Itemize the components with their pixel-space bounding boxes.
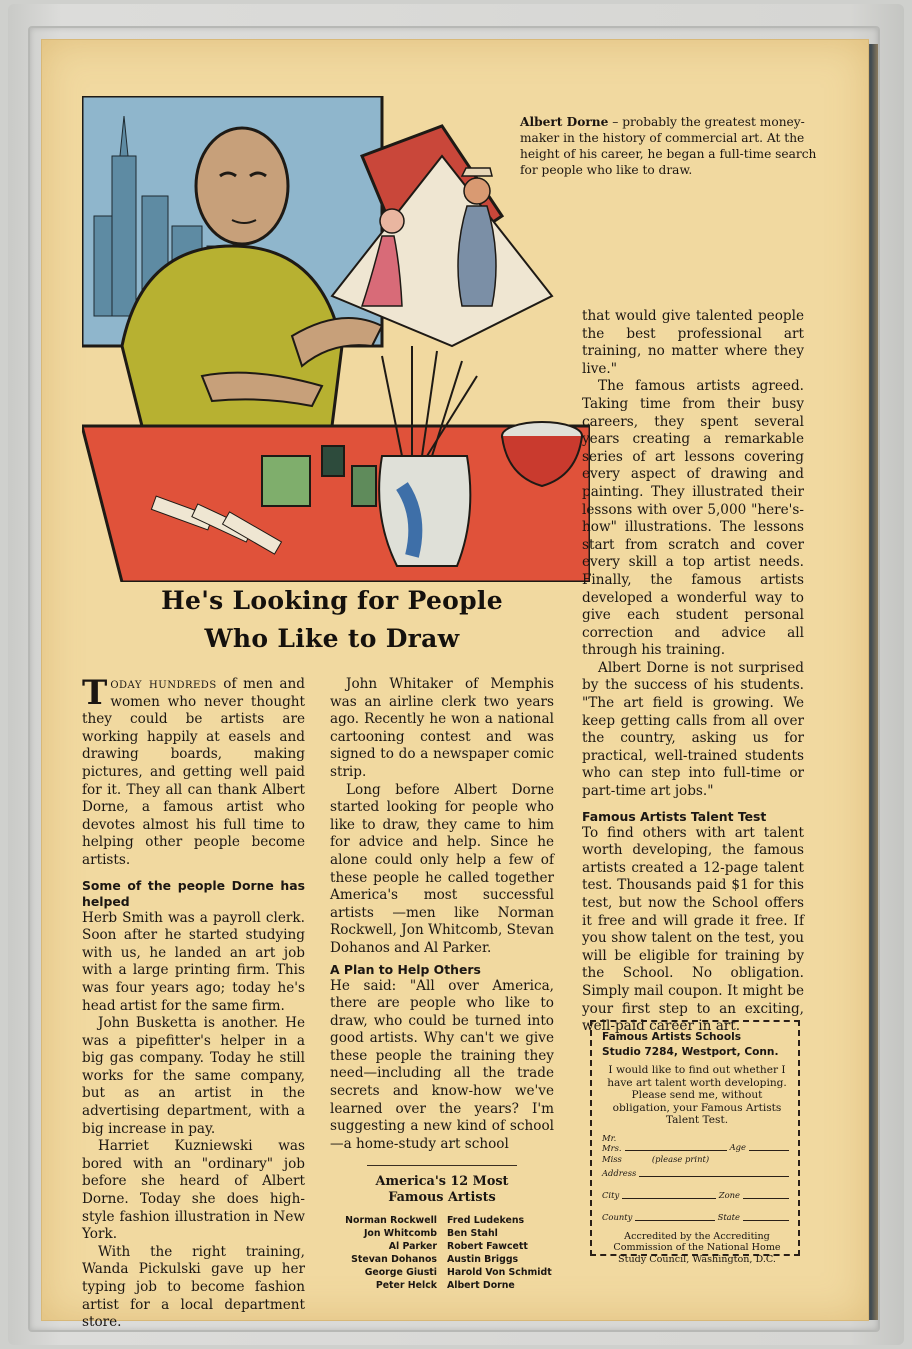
paragraph-wanda: With the right training, Wanda Pickulski gave up her typing job to become fashion artist for a local department store. [82, 1243, 305, 1331]
coupon-miss-label: Miss [602, 1153, 622, 1164]
headline-line-2: Who Like to Draw [204, 624, 460, 653]
subhead-plan: A Plan to Help Others [330, 961, 481, 977]
paragraph-that-would-give: that would give talented people the best professional art training, no matter where they live." [582, 308, 804, 377]
artist-name: Fred Ludekens [447, 1215, 525, 1227]
coupon-school-name: Famous Artists Schools [602, 1031, 742, 1043]
intro-lead: oday hundreds [110, 676, 217, 692]
divider-rule [367, 1165, 517, 1166]
man-head [196, 128, 288, 244]
coupon-address-label: Address [602, 1167, 637, 1178]
caption-text: – probably the greatest money-maker in the history of commercial art. At the height of his career, he began a full-time search for people who like to draw. [520, 115, 817, 177]
coupon-county-field[interactable] [635, 1212, 714, 1221]
artist-name: Jon Whitcomb [363, 1228, 437, 1240]
paragraph-talent-test: To find others with art talent worth developing, the famous artists created a 12-page talent test. Thousands paid $1 for this test, but now the School offers it free and will grade it free. If you show talent on the test, you will be eligible for training by the School. No obligation. Simply mail coupon. It might be your first step to an exciting, well-paid career in art. [582, 824, 804, 1035]
coupon-age-field[interactable] [749, 1142, 789, 1151]
artist-name: Albert Dorne [447, 1280, 515, 1292]
coupon-accreditation: Accredited by the Accrediting Commission of the National Home Study Council, Washington, D.C. [613, 1230, 781, 1265]
artist-name: Ben Stahl [447, 1228, 498, 1240]
coupon-city-field[interactable] [622, 1190, 716, 1199]
article-column-2 [330, 676, 554, 1292]
coupon-please-print: (please print) [651, 1153, 710, 1164]
artist-name: Norman Rockwell [345, 1215, 437, 1227]
artist-name: Al Parker [388, 1241, 437, 1253]
paragraph-john-busketta: John Busketta is another. He was a pipefitter's helper in a big gas company. Today he still works for the same company, but as an artist in the advertising department, with a big increase in pay. [82, 1015, 305, 1137]
article-column-1 [82, 673, 305, 1332]
coupon-city-row [602, 1189, 792, 1201]
artists-list-title-1: America's 12 Most [375, 1174, 509, 1190]
coupon-age-label: Age [729, 1141, 746, 1152]
subhead-talent-test: Famous Artists Talent Test [582, 808, 767, 824]
brush-jar [379, 346, 477, 566]
artists-list [330, 1214, 554, 1292]
albert-dorne-illustration [82, 96, 590, 582]
coupon-mrs-label: Mrs. [602, 1142, 622, 1153]
paragraph-harriet: Harriet Kuzniewski was bored with an "ordinary" job before she heard of Albert Dorne. Today she does high-style fashion illustration in New York. [82, 1138, 305, 1243]
coupon-county-label: County [602, 1211, 633, 1222]
caption-name: Albert Dorne [520, 115, 609, 129]
paragraph-he-said: He said: "All over America, there are people who like to draw, who could be turned into good artists. Why can't we give these people the training they need—including all the trade secrets and know-how we've learned over the years? I'm suggesting a new kind of school—a home-study art school [330, 977, 554, 1152]
mail-coupon[interactable] [590, 1020, 800, 1265]
article-column-3 [582, 308, 804, 1036]
coupon-miss-row [602, 1153, 792, 1165]
coupon-request-text: I would like to find out whether I have art talent worth developing. Please send me, without obligation, your Famous Artists Talent Test. [607, 1064, 787, 1127]
coupon-address-field[interactable] [639, 1168, 789, 1177]
artist-name: Harold Von Schmidt [447, 1267, 552, 1279]
coupon-zone-field[interactable] [743, 1190, 789, 1199]
illustration-caption [520, 114, 820, 178]
coupon-zone-label: Zone [718, 1189, 740, 1200]
coupon-studio-address: Studio 7284, Westport, Conn. [602, 1046, 779, 1058]
paragraph-long-before: Long before Albert Dorne started looking for people who like to draw, they came to him for advice and help. Since he alone could only help a few of these people he called together America's most successful artists —men like Norman Rockwell, Jon Whitcomb, Stevan Dohanos and Al Parker. [330, 781, 554, 956]
coupon-address-row [602, 1167, 792, 1179]
intro-paragraph [82, 673, 305, 870]
drop-cap: T [82, 673, 108, 713]
paragraph-john-whitaker: John Whitaker of Memphis was an airline clerk two years ago. Recently he won a national cartooning contest and was signed to do a newspaper comic strip. [330, 676, 554, 780]
artist-name: George Giusti [364, 1267, 437, 1279]
coupon-state-field[interactable] [743, 1212, 789, 1221]
intro-rest: of men and women who never thought they could be artists are working happily at easels and drawing boards, making pictures, and getting well paid for it. They all can thank Albert Dorne, a famous artist who devotes almost his full time to helping other people become artists. [82, 676, 305, 868]
coupon-name-field[interactable] [625, 1142, 727, 1151]
artists-list-title-2: Famous Artists [388, 1190, 496, 1206]
paragraph-artists-agreed: The famous artists agreed. Taking time from their busy careers, they spent several years creating a remarkable series of art lessons covering every aspect of drawing and painting. They illustrated their lessons with over 5,000 "here's-how" illustrations. The lessons start from scratch and cover every skill a top artist needs. Finally, the famous artists developed a wonderful way to give each student personal correction and advice all through his training. [582, 378, 804, 659]
coupon-mr-label: Mr. [602, 1132, 617, 1143]
headline [82, 582, 582, 658]
coupon-name-row [602, 1133, 792, 1153]
artist-name: Peter Helck [375, 1280, 437, 1292]
paragraph-herb-smith: Herb Smith was a payroll clerk. Soon after he started studying with us, he landed an art job with a large printing firm. This was four years ago; today he's head artist for the same firm. [82, 909, 305, 1014]
paragraph-not-surprised: Albert Dorne is not surprised by the success of his students. "The art field is growing. We keep getting calls from all over the country, asking us for practical, well-trained students who can step into full-time or part-time art jobs." [582, 659, 804, 800]
headline-line-1: He's Looking for People [161, 586, 503, 615]
artist-name: Austin Briggs [447, 1254, 519, 1266]
artist-name: Robert Fawcett [447, 1241, 528, 1253]
artist-name: Stevan Dohanos [351, 1254, 437, 1266]
coupon-state-label: State [717, 1211, 740, 1222]
subhead-people-helped: Some of the people Dorne has helped [82, 877, 305, 909]
coupon-county-row [602, 1211, 792, 1223]
coupon-city-label: City [602, 1189, 620, 1200]
